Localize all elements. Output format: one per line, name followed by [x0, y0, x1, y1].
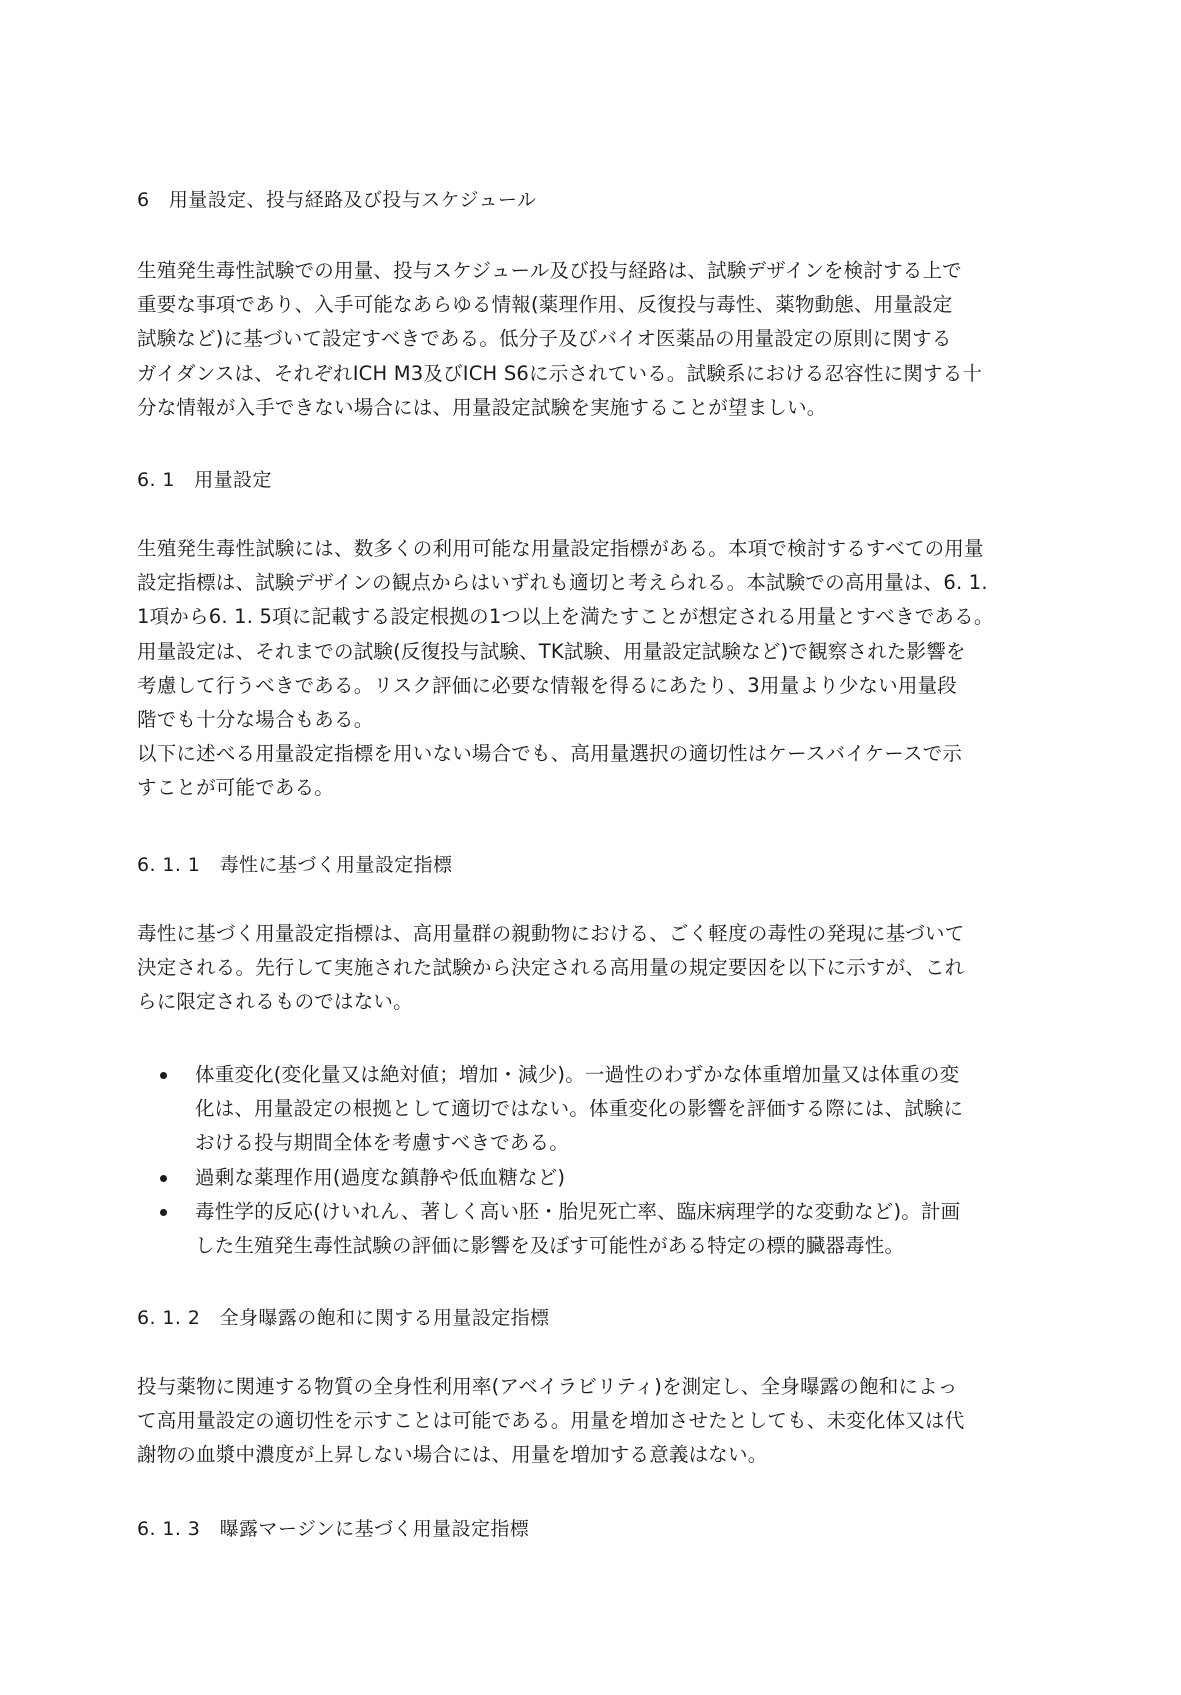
text-line: 試験など)に基づいて設定すべきである。低分子及びバイオ医薬品の用量設定の原則に関する [137, 327, 952, 351]
text-line: 以下に述べる用量設定指標を用いない場合でも、高用量選択の適切性はケースバイケースで示 [137, 742, 963, 766]
text-line: らに限定されるものではない。 [137, 990, 413, 1014]
text-line: 毒性学的反応(けいれん、著しく高い胚・胎児死亡率、臨床病理学的な変動など)。計画 [195, 1199, 961, 1223]
section-6-1-heading: 6. 1 用量設定 [137, 469, 272, 491]
text-line: 階でも十分な場合もある。 [137, 708, 374, 732]
text-line: 化は、用量設定の根拠として適切ではない。体重変化の影響を評価する際には、試験に [195, 1097, 964, 1121]
text-line: 考慮して行うべきである。リスク評価に必要な情報を得るにあたり、3用量より少ない用量段 [137, 673, 957, 697]
text-line: 体重変化(変化量又は絶対値；増加・減少)。一過性のわずかな体重増加量又は体重の変 [195, 1063, 960, 1086]
section-6-1-2-paragraph [137, 1370, 1045, 1473]
section-6-paragraph [137, 254, 1045, 425]
bullet-list [160, 1058, 1046, 1263]
bullet-icon [160, 1209, 167, 1216]
section-6-heading: 6 用量設定、投与経路及び投与スケジュール [137, 189, 537, 211]
text-line: すことが可能である。 [137, 776, 335, 800]
bullet-icon [160, 1175, 167, 1182]
text-line: 毒性に基づく用量設定指標は、高用量群の親動物における、ごく軽度の毒性の発現に基づいて [137, 922, 965, 945]
list-item [160, 1195, 1046, 1263]
text-line: 生殖発生毒性試験には、数多くの利用可能な用量設定指標がある。本項で検討するすべての用量 [137, 537, 984, 560]
text-line: おける投与期間全体を考慮すべきである。 [195, 1131, 569, 1155]
text-line: 1項から6. 1. 5項に記載する設定根拠の1つ以上を満たすことが想定される用量とすべきである。 [137, 605, 994, 629]
section-6-1-3-heading: 6. 1. 3 曝露マージンに基づく用量設定指標 [137, 1518, 530, 1540]
text-line: した生殖発生毒性試験の評価に影響を及ぼす可能性がある特定の標的臓器毒性。 [195, 1234, 905, 1258]
text-line: 過剰な薬理作用(過度な鎮静や低血糖など) [195, 1165, 566, 1189]
text-line: 分な情報が入手できない場合には、用量設定試験を実施することが望ましい。 [137, 395, 827, 419]
list-item [160, 1161, 1046, 1195]
text-line: 投与薬物に関連する物質の全身性利用率(アベイラビリティ)を測定し、全身曝露の飽和によっ [137, 1375, 958, 1398]
list-item [160, 1058, 1046, 1161]
text-line: 重要な事項であり、入手可能なあらゆる情報(薬理作用、反復投与毒性、薬物動態、用量設定 [137, 293, 953, 317]
section-6-1-2-heading: 6. 1. 2 全身曝露の飽和に関する用量設定指標 [137, 1307, 550, 1329]
section-6-1-1-paragraph [137, 917, 1045, 1020]
text-line: 設定指標は、試験デザインの観点からはいずれも適切と考えられる。本試験での高用量は、6. 1. [137, 571, 988, 595]
text-line: 用量設定は、それまでの試験(反復投与試験、TK試験、用量設定試験など)で観察された影響を [137, 639, 966, 663]
section-6-1-paragraph [137, 532, 1045, 806]
text-line: 謝物の血漿中濃度が上昇しない場合には、用量を増加する意義はない。 [137, 1443, 768, 1467]
text-line: 生殖発生毒性試験での用量、投与スケジュール及び投与経路は、試験デザインを検討する上で [137, 259, 962, 282]
text-line: ガイダンスは、それぞれICH M3及びICH S6に示されている。試験系における忍容性に関する十 [137, 361, 983, 385]
section-6-1-1-heading: 6. 1. 1 毒性に基づく用量設定指標 [137, 854, 453, 876]
text-line: 決定される。先行して実施された試験から決定される高用量の規定要因を以下に示すが、これ [137, 956, 965, 980]
text-line: て高用量設定の適切性を示すことは可能である。用量を増加させたとしても、未変化体又は代 [137, 1409, 965, 1433]
bullet-icon [160, 1072, 167, 1079]
